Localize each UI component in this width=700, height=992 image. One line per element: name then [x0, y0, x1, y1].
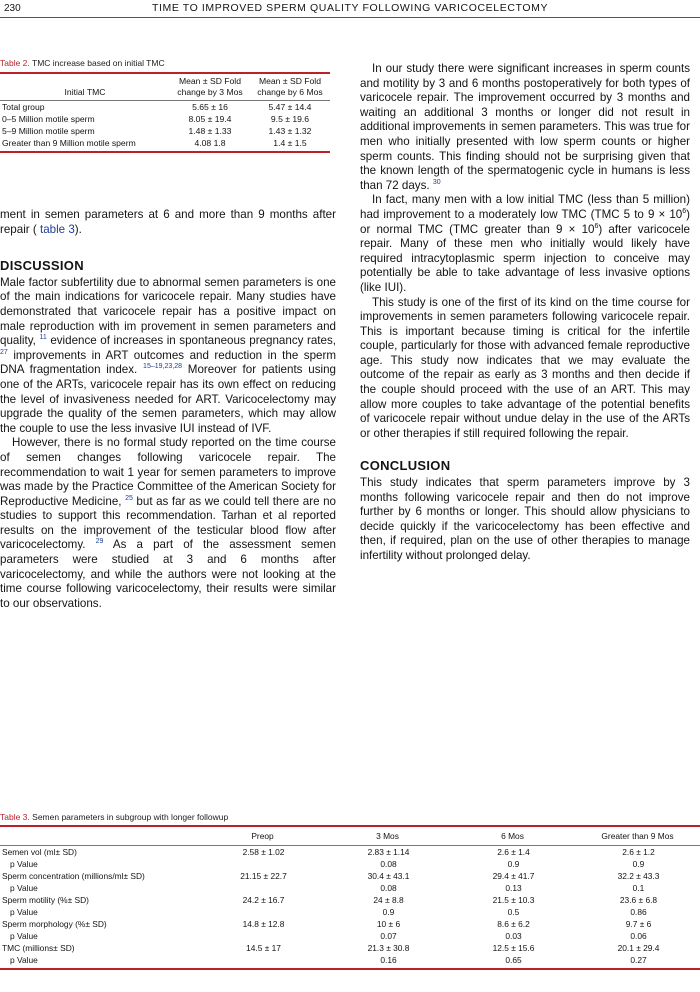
- table-2-label: Table 2.: [0, 58, 30, 68]
- cell-9mos: 20.1 ± 29.4: [617, 943, 660, 953]
- row-label: Greater than 9 Million motile sperm: [2, 138, 136, 148]
- table-2-header: Initial TMC: [0, 76, 170, 101]
- cell-6mos: 1.4 ± 1.5: [273, 138, 307, 148]
- cell-3mos: 0.9: [382, 907, 395, 917]
- tmc-paragraph: [360, 193, 690, 295]
- exponent: 6: [594, 222, 599, 230]
- paragraph-text: As a part of the assessment semen parameters were studied at 3 and 6 months after varicocelectomy, and while the authors were not looking at the time course following varicocelectomy, their results were similar to our observations.: [0, 538, 336, 610]
- table-row: [0, 954, 700, 966]
- table-3-header: 3 Mos: [325, 827, 450, 846]
- results-paragraph: [360, 62, 690, 193]
- table-2-header-row: [0, 76, 330, 101]
- cell-preop: 24.2 ± 16.7: [242, 895, 285, 905]
- cell-6mos: 0.9: [507, 859, 520, 869]
- cell-3mos: 0.16: [380, 955, 397, 965]
- paragraph-text: Moreover for patients using one of the ARTs, varicocele repair has its own effect on reducing the level of invasiveness needed for ART. Varicocelectomy may upgrade the quality of the semen parameters, which may allow the couple to use the less invasive IUI instead of IVF.: [0, 363, 336, 435]
- table-row: [0, 846, 700, 859]
- header-rule: [0, 17, 700, 18]
- cell-9mos: 2.6 ± 1.2: [622, 847, 655, 857]
- cell-preop: [200, 882, 325, 894]
- cell-3mos: 0.08: [380, 859, 397, 869]
- cell-6mos: 2.6 ± 1.4: [497, 847, 530, 857]
- table-3-header: Greater than 9 Mos: [575, 827, 700, 846]
- cell-preop: [200, 858, 325, 870]
- table-2-top-rule: [0, 72, 330, 74]
- row-label: p Value: [10, 883, 38, 893]
- paragraph-text: Male factor subfertility due to abnormal semen parameters is one of the main indications for varicocele repair. Many studies have demonstrated that varicocele repair has a positive impact on male reproduction with im provement in semen parameters and quality,: [0, 275, 336, 348]
- row-label: p Value: [10, 859, 38, 869]
- paragraph-text: ment in semen parameters at 6 and more than 9 months after repair (: [0, 208, 336, 236]
- table-row: [0, 137, 330, 149]
- table-3-header-row: [0, 827, 700, 846]
- table-3-label: Table 3.: [0, 812, 30, 822]
- cell-9mos: 0.06: [630, 931, 647, 941]
- row-label: p Value: [10, 907, 38, 917]
- table-3-caption: [0, 812, 700, 822]
- row-label: Total group: [2, 102, 45, 112]
- paragraph-text: However, there is no formal study reported on the time course of semen changes following varicocele repair. The recommendation to wait 1 year for semen parameters to improve was made by the Practice Committee of the American Society for Reproductive Medicine,: [0, 436, 336, 508]
- row-label: 0–5 Million motile sperm: [2, 114, 95, 124]
- cell-3mos: 30.4 ± 43.1: [367, 871, 410, 881]
- cell-3mos: 0.08: [380, 883, 397, 893]
- citation-link[interactable]: 11: [39, 334, 47, 342]
- left-column: [0, 208, 336, 611]
- cell-3mos: 10 ± 6: [376, 919, 401, 929]
- cell-9mos: 0.86: [630, 907, 647, 917]
- table-row: [0, 125, 330, 137]
- cell-6mos: 21.5 ± 10.3: [492, 895, 535, 905]
- cell-3mos: 24 ± 8.8: [373, 895, 404, 905]
- cell-6mos: 5.47 ± 14.4: [268, 102, 312, 112]
- table-3-link[interactable]: table 3: [39, 222, 75, 236]
- paragraph-text: ) or normal TMC (TMC greater than 9 × 10: [360, 207, 690, 236]
- cell-9mos: 23.6 ± 6.8: [619, 895, 658, 905]
- row-label: TMC (millions± SD): [2, 943, 75, 953]
- citation-link[interactable]: 30: [432, 178, 441, 186]
- exponent: 6: [682, 208, 687, 216]
- paragraph-text: In our study there were significant increases in sperm counts and motility by 3 and 6 months postoperatively for both types of varicocele repair. The improvement occurred by 3 months and waiting an additional 3 months or longer did not result in additional improvements in semen parameters. This was true for men who initially presented with low sperm counts or higher sperm counts. This finding should not be surprising given that the known length of the spermatogenic cycle in humans is less than 72 days.: [360, 62, 690, 192]
- cell-9mos: 32.2 ± 43.3: [617, 871, 660, 881]
- citation-link[interactable]: 15–19,23,28: [143, 363, 182, 371]
- row-label: p Value: [10, 931, 38, 941]
- cell-3mos: 2.83 ± 1.14: [367, 847, 410, 857]
- cell-6mos: 1.43 ± 1.32: [268, 126, 312, 136]
- cell-3mos: 8.05 ± 19.4: [188, 114, 232, 124]
- discussion-paragraph-2: [0, 436, 336, 611]
- row-label: p Value: [10, 955, 38, 965]
- right-column: [360, 62, 690, 564]
- table-2-grid: [0, 76, 330, 149]
- cell-3mos: 1.48 ± 1.33: [188, 126, 232, 136]
- cell-9mos: 0.1: [632, 883, 645, 893]
- table-row: [0, 894, 700, 906]
- cell-6mos: 0.03: [505, 931, 522, 941]
- table-2-title: TMC increase based on initial TMC: [32, 58, 165, 68]
- page-header: [0, 0, 700, 20]
- cell-6mos: 0.13: [505, 883, 522, 893]
- row-label: Sperm morphology (%± SD): [2, 919, 107, 929]
- table-3-title: Semen parameters in subgroup with longer followup: [32, 812, 229, 822]
- cell-6mos: 9.5 ± 19.6: [270, 114, 310, 124]
- paragraph-text: evidence of increases in spontaneous pregnancy rates,: [50, 334, 336, 348]
- continued-paragraph: [0, 208, 336, 237]
- cell-9mos: 0.27: [630, 955, 647, 965]
- cell-6mos: 0.65: [505, 955, 522, 965]
- cell-preop: 14.5 ± 17: [246, 943, 281, 953]
- table-2-bottom-rule: [0, 151, 330, 153]
- table-row: [0, 918, 700, 930]
- paragraph-text: In fact, many men with a low initial TMC (less than 5 million) had improvement to a moderately low TMC (TMC 5 to 9 × 10: [360, 193, 690, 221]
- page-number: 230: [4, 3, 21, 14]
- conclusion-paragraph: This study indicates that sperm parameters improve by 3 months following varicocele repair and then do not improve further by 6 months or longer. This should allow physicians to decide quickly if the varicocelectomy has been effective and then, if required, plan on the use of other therapies to manage infertility without prolonged delay.: [360, 476, 690, 562]
- citation-link[interactable]: 25: [125, 494, 133, 502]
- paragraph-text: ) after varicocele repair. Many of these men who initially would likely have required intracytoplasmic sperm injection to conceive may potentially be able to take advantage of less invasive options (like IUI).: [360, 222, 690, 294]
- row-label: Sperm concentration (millions/ml± SD): [2, 871, 145, 881]
- row-label: Semen vol (ml± SD): [2, 847, 77, 857]
- cell-preop: 2.58 ± 1.02: [242, 847, 285, 857]
- paragraph-text: improvements in ART outcomes and reduction in the sperm DNA fragmentation index.: [0, 348, 336, 377]
- table-row: [0, 858, 700, 870]
- cell-6mos: 29.4 ± 41.7: [492, 871, 535, 881]
- table-3-header: 6 Mos: [450, 827, 575, 846]
- cell-3mos: 21.3 ± 30.8: [367, 943, 410, 953]
- cell-preop: 14.8 ± 12.8: [242, 919, 285, 929]
- cell-3mos: 5.65 ± 16: [192, 102, 228, 112]
- table-row: [0, 870, 700, 882]
- paragraph-text: ).: [74, 222, 82, 236]
- cell-6mos: 0.5: [507, 907, 520, 917]
- cell-preop: 21.15 ± 22.7: [240, 871, 287, 881]
- cell-9mos: 0.9: [632, 859, 645, 869]
- table-row: [0, 906, 700, 918]
- row-label: Sperm motility (%± SD): [2, 895, 89, 905]
- discussion-heading: DISCUSSION: [0, 258, 84, 274]
- table-row: [0, 942, 700, 954]
- table-3-header: [0, 827, 200, 846]
- cell-preop: [200, 954, 325, 966]
- cell-3mos: 0.07: [380, 931, 397, 941]
- table-2-header: Mean ± SD Fold change by 3 Mos: [170, 76, 250, 101]
- cell-9mos: 9.7 ± 6: [625, 919, 652, 929]
- cell-6mos: 12.5 ± 15.6: [492, 943, 535, 953]
- table-2-header: Mean ± SD Fold change by 6 Mos: [250, 76, 330, 101]
- table-2: [0, 58, 330, 153]
- table-3-header: Preop: [200, 827, 325, 846]
- running-title: TIME TO IMPROVED SPERM QUALITY FOLLOWING VARICOCELECTOMY: [151, 2, 549, 14]
- cell-preop: [200, 930, 325, 942]
- cell-3mos: 4.08 1.8: [194, 138, 226, 148]
- row-label: 5–9 Million motile sperm: [2, 126, 95, 136]
- table-row: [0, 113, 330, 125]
- table-row: [0, 101, 330, 114]
- cell-preop: [200, 906, 325, 918]
- conclusion-heading: CONCLUSION: [360, 458, 451, 474]
- table-row: [0, 930, 700, 942]
- significance-paragraph: This study is one of the first of its kind on the time course for improvements in semen parameters following varicocele repair. This is important because timing is critical for the infertile couple, particularly for those with advanced female reproductive age. This study now indicates that we may evaluate the outcome of the repair as early as 3 months and then decide if the couple should proceed with the use of an ART. This may allow more couples to take advantage of the potential benefits of varicocele repair without undue delay in the use of the ARTs or other therapies if still required following the repair.: [360, 295, 690, 440]
- cell-6mos: 8.6 ± 6.2: [497, 919, 530, 929]
- table-3: [0, 812, 700, 970]
- paragraph-text: but as far as we could tell there are no studies to support this recommendation. Tarhan et al reported results on the improvement of the testicular blood flow after varicocelectomy.: [0, 494, 336, 552]
- table-3-bottom-rule: [0, 968, 700, 970]
- discussion-paragraph-1: [0, 276, 336, 437]
- table-2-caption: [0, 58, 330, 68]
- citation-link[interactable]: 29: [95, 538, 104, 546]
- citation-link[interactable]: 27: [0, 348, 8, 356]
- table-row: [0, 882, 700, 894]
- table-3-grid: [0, 827, 700, 966]
